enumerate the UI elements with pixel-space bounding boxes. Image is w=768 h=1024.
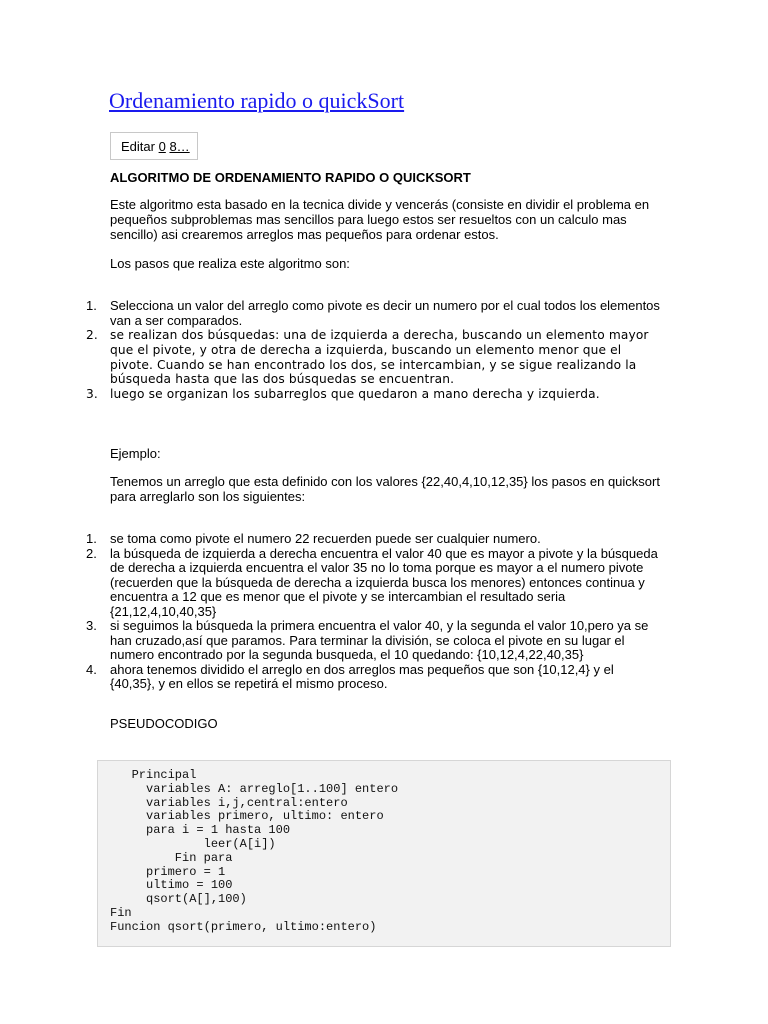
example-label: Ejemplo: (110, 446, 161, 461)
example-intro: Tenemos un arreglo que esta definido con los valores {22,40,4,10,12,35} los pasos en quicksort para arreglarlo son los siguientes: (110, 474, 660, 504)
section-heading: ALGORITMO DE ORDENAMIENTO RAPIDO O QUICKSORT (110, 170, 471, 185)
list-item (0, 663, 660, 692)
list-item-text: la búsqueda de izquierda a derecha encuentra el valor 40 que es mayor a pivote y la búsqueda de derecha a izquierda encuentra el valor 35 no lo toma porque es mayor a el numero pivote (recuerden que la búsqueda de derecha a izquierda busca los menores) entonces continua y encuentra a 12 que es menor que el pivote y se intercambian el resultado seria {21,12,4,10,40,35} (110, 545, 658, 619)
revisions-link[interactable]: 8… (169, 138, 190, 154)
list-number: 1. (86, 298, 97, 313)
list-item-text: se realizan dos búsquedas: una de izquierda a derecha, buscando un elemento mayor que el pivote, y otra de derecha a izquierda, buscando un elemento menor que el pivote. Cuando se han encontrado los dos, se intercambian, y se sigue realizando la búsqueda hasta que las dos búsquedas se encuentran. (110, 328, 649, 387)
list-item (0, 532, 660, 547)
list-item-text: Selecciona un valor del arreglo como pivote es decir un numero por el cual todos los elementos van a ser comparados. (110, 298, 660, 328)
edit-button[interactable]: Editar (121, 138, 155, 154)
list-item-text: ahora tenemos dividido el arreglo en dos arreglos mas pequeños que son {10,12,4} y el {40,35}, y en ellos se repetirá el mismo proceso. (110, 661, 614, 691)
steps-intro: Los pasos que realiza este algoritmo son: (110, 256, 350, 271)
pseudocode-label: PSEUDOCODIGO (110, 716, 218, 731)
list-item (0, 619, 660, 663)
list-number: 4. (86, 661, 97, 677)
page-title[interactable]: Ordenamiento rapido o quickSort (109, 88, 405, 113)
pseudocode-text: Principal variables A: arreglo[1..100] entero variables i,j,central:entero variables primero, ultimo: entero para i = 1 hasta 100 leer(A[i]) Fin para primero = 1 ultimo = 100 qsort(A[],100) Fin Funcion qsort(primero, ultimo:entero) (110, 768, 399, 934)
list-item (0, 387, 660, 402)
edit-toolbar (110, 132, 198, 160)
comments-count-link[interactable]: 0 (158, 138, 166, 154)
list-number: 2. (86, 545, 97, 561)
list-item (0, 299, 660, 328)
code-block (97, 760, 671, 947)
list-item (0, 547, 660, 620)
list-item (0, 328, 660, 387)
intro-paragraph: Este algoritmo esta basado en la tecnica divide y vencerás (consiste en dividir el problema en pequeños subproblemas mas sencillos para luego estos ser resueltos con un calculo mas sencillo) asi crearemos arreglos mas pequeños para ordenar estos. (110, 197, 650, 242)
list-item-text: se toma como pivote el numero 22 recuerden puede ser cualquier numero. (110, 531, 541, 546)
steps-list (0, 299, 660, 402)
list-item-text: si seguimos la búsqueda la primera encuentra el valor 40, y la segunda el valor 10,pero ya se han cruzado,así que paramos. Para terminar la división, se coloca el pivote en su lugar el numero encontrado por la segunda busqueda, el 10 quedando: {10,12,4,22,40,35} (110, 618, 649, 662)
list-number: 3. (86, 387, 98, 402)
example-steps-list (0, 532, 660, 692)
list-number: 2. (86, 328, 98, 342)
list-number: 1. (86, 531, 97, 546)
list-number: 3. (86, 618, 97, 633)
list-item-text: luego se organizan los subarreglos que quedaron a mano derecha y izquierda. (110, 387, 600, 402)
